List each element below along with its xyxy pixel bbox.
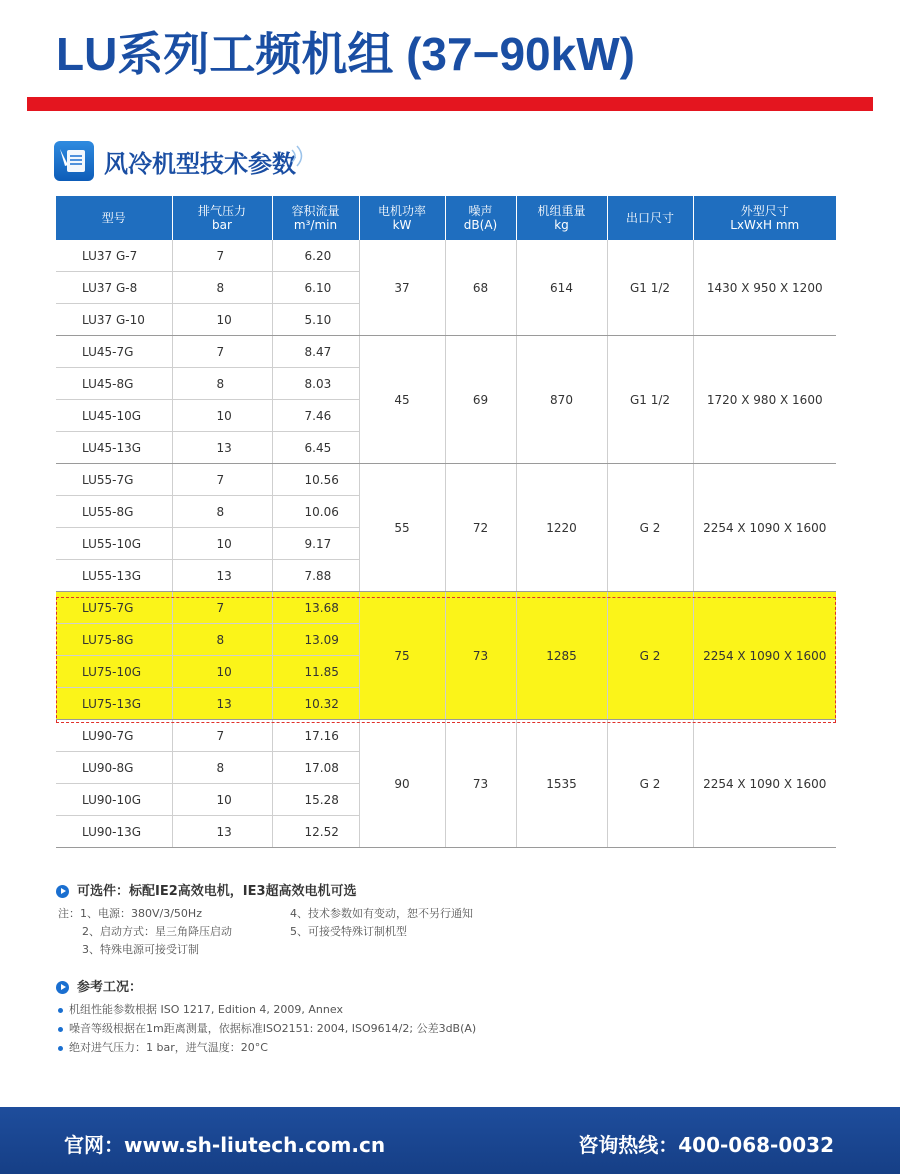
pressure-cell: 8 <box>172 368 272 400</box>
dimensions-cell: 1430 X 950 X 1200 <box>693 240 836 336</box>
signal-wave-icon <box>290 136 310 172</box>
model-cell: LU37 G-10 <box>56 304 172 336</box>
table-header-cell: 外型尺寸 LxWxH mm <box>693 196 836 240</box>
dot-icon <box>58 1027 63 1032</box>
flow-cell: 17.16 <box>272 720 359 752</box>
flow-cell: 15.28 <box>272 784 359 816</box>
reference-item: 噪音等级根据在1m距离测量，依据标准ISO2151: 2004, ISO9614/2; 公差3dB(A) <box>58 1019 476 1038</box>
pressure-cell: 13 <box>172 816 272 848</box>
model-cell: LU55-8G <box>56 496 172 528</box>
table-header-cell: 排气压力 bar <box>172 196 272 240</box>
note-item: 4、技术参数如有变动，恕不另行通知 <box>290 907 473 920</box>
table-header-row <box>56 196 836 240</box>
flow-cell: 10.06 <box>272 496 359 528</box>
table-row <box>56 464 836 496</box>
model-cell: LU90-13G <box>56 816 172 848</box>
model-cell: LU45-10G <box>56 400 172 432</box>
options-line: 可选件：标配IE2高效电机，IE3超高效电机可选 <box>56 880 357 899</box>
noise-cell: 72 <box>445 464 516 592</box>
pressure-cell: 10 <box>172 400 272 432</box>
dimensions-cell: 1720 X 980 X 1600 <box>693 336 836 464</box>
dot-icon <box>58 1008 63 1013</box>
model-cell: LU37 G-7 <box>56 240 172 272</box>
pressure-cell: 13 <box>172 688 272 720</box>
weight-cell: 1285 <box>516 592 607 720</box>
model-cell: LU45-8G <box>56 368 172 400</box>
flow-cell: 11.85 <box>272 656 359 688</box>
model-cell: LU55-7G <box>56 464 172 496</box>
table-row <box>56 240 836 272</box>
note-item: 注：1、电源：380V/3/50Hz <box>58 907 202 920</box>
weight-cell: 614 <box>516 240 607 336</box>
pressure-cell: 7 <box>172 592 272 624</box>
play-bullet-icon <box>56 981 69 994</box>
outlet-cell: G1 1/2 <box>607 240 693 336</box>
pressure-cell: 10 <box>172 304 272 336</box>
reference-title: 参考工况： <box>56 976 142 995</box>
note-item: 2、启动方式：星三角降压启动 <box>82 925 232 938</box>
dot-icon <box>58 1046 63 1051</box>
flow-cell: 5.10 <box>272 304 359 336</box>
weight-cell: 870 <box>516 336 607 464</box>
pressure-cell: 7 <box>172 464 272 496</box>
noise-cell: 73 <box>445 720 516 848</box>
model-cell: LU55-13G <box>56 560 172 592</box>
reference-item: 绝对进气压力：1 bar，进气温度：20°C <box>58 1038 476 1057</box>
model-cell: LU37 G-8 <box>56 272 172 304</box>
outlet-cell: G 2 <box>607 720 693 848</box>
flow-cell: 6.20 <box>272 240 359 272</box>
noise-cell: 69 <box>445 336 516 464</box>
flow-cell: 7.46 <box>272 400 359 432</box>
reference-list <box>58 1000 476 1057</box>
flow-cell: 10.32 <box>272 688 359 720</box>
model-cell: LU75-13G <box>56 688 172 720</box>
flow-cell: 10.56 <box>272 464 359 496</box>
table-header-cell: 噪声 dB(A) <box>445 196 516 240</box>
section-title: 风冷机型技术参数 <box>104 150 296 178</box>
flow-cell: 12.52 <box>272 816 359 848</box>
table-header-cell: 型号 <box>56 196 172 240</box>
outlet-cell: G 2 <box>607 464 693 592</box>
pressure-cell: 8 <box>172 272 272 304</box>
flow-cell: 13.68 <box>272 592 359 624</box>
power-cell: 90 <box>359 720 445 848</box>
spec-sheet-icon <box>54 141 94 181</box>
pressure-cell: 8 <box>172 496 272 528</box>
model-cell: LU75-7G <box>56 592 172 624</box>
model-cell: LU90-7G <box>56 720 172 752</box>
flow-cell: 6.45 <box>272 432 359 464</box>
flow-cell: 8.47 <box>272 336 359 368</box>
table-row <box>56 336 836 368</box>
model-cell: LU45-13G <box>56 432 172 464</box>
spec-table <box>56 196 836 848</box>
notes-right <box>290 905 473 941</box>
flow-cell: 8.03 <box>272 368 359 400</box>
pressure-cell: 7 <box>172 240 272 272</box>
dimensions-cell: 2254 X 1090 X 1600 <box>693 592 836 720</box>
hotline-text: 咨询热线：400-068-0032 <box>578 1133 834 1157</box>
pressure-cell: 13 <box>172 432 272 464</box>
pressure-cell: 7 <box>172 720 272 752</box>
pressure-cell: 8 <box>172 624 272 656</box>
reference-item: 机组性能参数根据 ISO 1217, Edition 4, 2009, Annex <box>58 1000 476 1019</box>
outlet-cell: G 2 <box>607 592 693 720</box>
pressure-cell: 8 <box>172 752 272 784</box>
note-item: 5、可接受特殊订制机型 <box>290 925 407 938</box>
flow-cell: 13.09 <box>272 624 359 656</box>
flow-cell: 6.10 <box>272 272 359 304</box>
table-header-cell: 出口尺寸 <box>607 196 693 240</box>
model-cell: LU75-8G <box>56 624 172 656</box>
flow-cell: 7.88 <box>272 560 359 592</box>
weight-cell: 1535 <box>516 720 607 848</box>
pressure-cell: 10 <box>172 784 272 816</box>
outlet-cell: G1 1/2 <box>607 336 693 464</box>
weight-cell: 1220 <box>516 464 607 592</box>
power-cell: 75 <box>359 592 445 720</box>
pressure-cell: 7 <box>172 336 272 368</box>
table-header-cell: 容积流量 m³/min <box>272 196 359 240</box>
model-cell: LU55-10G <box>56 528 172 560</box>
flow-cell: 17.08 <box>272 752 359 784</box>
model-cell: LU75-10G <box>56 656 172 688</box>
page-title: LU系列工频机组 (37−90kW) <box>56 28 635 80</box>
footer-bar <box>0 1107 900 1174</box>
power-cell: 37 <box>359 240 445 336</box>
pressure-cell: 10 <box>172 656 272 688</box>
table-header-cell: 电机功率 kW <box>359 196 445 240</box>
power-cell: 45 <box>359 336 445 464</box>
noise-cell: 68 <box>445 240 516 336</box>
notes-left <box>58 905 232 959</box>
table-header-cell: 机组重量 kg <box>516 196 607 240</box>
pressure-cell: 13 <box>172 560 272 592</box>
dimensions-cell: 2254 X 1090 X 1600 <box>693 720 836 848</box>
model-cell: LU45-7G <box>56 336 172 368</box>
table-row <box>56 592 836 624</box>
power-cell: 55 <box>359 464 445 592</box>
model-cell: LU90-8G <box>56 752 172 784</box>
note-item: 3、特殊电源可接受订制 <box>82 943 199 956</box>
pressure-cell: 10 <box>172 528 272 560</box>
play-bullet-icon <box>56 885 69 898</box>
flow-cell: 9.17 <box>272 528 359 560</box>
model-cell: LU90-10G <box>56 784 172 816</box>
website-link[interactable]: 官网：www.sh-liutech.com.cn <box>64 1133 386 1157</box>
table-row <box>56 720 836 752</box>
noise-cell: 73 <box>445 592 516 720</box>
red-divider <box>27 97 873 111</box>
dimensions-cell: 2254 X 1090 X 1600 <box>693 464 836 592</box>
